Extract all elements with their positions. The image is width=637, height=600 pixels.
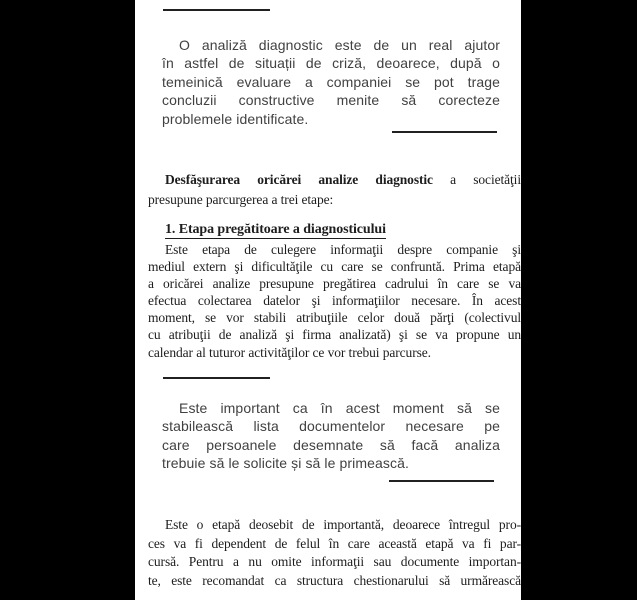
callout-line: concluzii constructive menite să corecteze: [162, 92, 500, 109]
body-line: cursă. Pentru a nu omite informaţii sau documente importan-: [148, 554, 521, 570]
callout-line: problemele identificate.: [162, 110, 309, 127]
callout-rule-top: [163, 9, 270, 11]
callout-line: stabilească lista documentelor necesare pe: [162, 418, 500, 435]
body-line: Este etapa de culegere informaţii despre companie şi: [165, 242, 521, 257]
callout-line: O analiză diagnostic este de un real ajutor: [179, 37, 500, 53]
body-line: Este o etapă deosebit de importantă, deoarece întregul pro-: [165, 517, 521, 532]
body-line: calendar al tuturor activităţilor ce vor trebui parcurse.: [148, 344, 431, 360]
body-paragraph-1: [148, 241, 521, 361]
callout-paragraph-2: [162, 399, 500, 473]
callout-line: trebuie să le solicite și să le primească.: [162, 455, 409, 472]
section-heading-text: 1. Etapa pregătitoare a diagnosticului: [165, 222, 386, 237]
callout-rule-bottom: [389, 480, 494, 482]
body-line: mediul extern şi dificultăţile cu care se confruntă. Prima etapă: [148, 259, 521, 275]
body-line: moment, se vor stabili atribuţiile celor două părţi (colectivul: [148, 310, 521, 326]
intro-line: presupune parcurgerea a trei etape:: [148, 191, 334, 207]
intro-bold-text: Desfăşurarea oricărei analize diagnostic: [165, 172, 433, 187]
intro-regular-text: a societăţii: [432, 172, 521, 187]
intro-line: [148, 170, 521, 190]
book-page: [135, 0, 521, 600]
body-line: cu atribuţii de analiză şi firma analizată) şi se va propune un: [148, 327, 521, 343]
callout-line: Este important ca în acest moment să se: [179, 400, 500, 416]
callout-paragraph-1: [162, 36, 500, 128]
callout-line: în astfel de situații de criză, deoarece, după o: [162, 55, 500, 72]
section-heading: [148, 221, 521, 238]
body-line: ces va fi dependent de felul în care această etapă va fi par-: [148, 535, 521, 551]
body-paragraph-2: [148, 516, 521, 590]
callout-rule-bottom: [392, 131, 497, 133]
body-line: a oricărei analize presupune pregătirea cadrului în care se va: [148, 276, 521, 292]
body-line: efectua colectarea datelor şi informaţiilor necesare. În acest: [148, 293, 521, 309]
callout-line: temeinică evaluare a companiei se pot trage: [162, 73, 500, 90]
callout-rule-top: [163, 377, 270, 379]
body-line: te, este recomandat ca structura chestionarului să urmărească: [148, 572, 521, 588]
intro-paragraph: [148, 170, 521, 209]
callout-line: care persoanele desemnate să facă analiza: [162, 436, 500, 453]
